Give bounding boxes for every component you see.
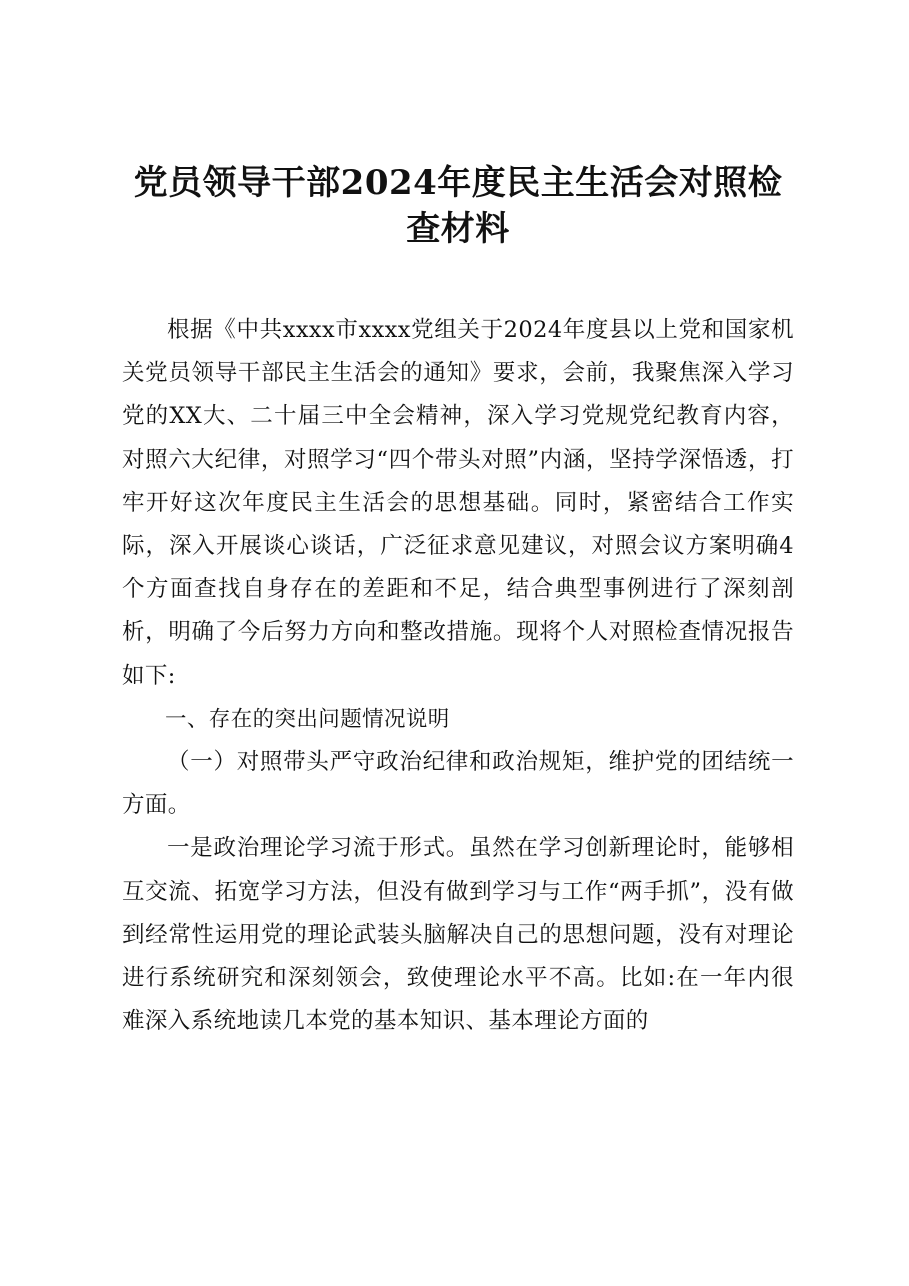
intro-paragraph: 根据《中共xxxx市xxxx党组关于2024年度县以上党和国家机关党员领导干部民主生活会的通知》要求，会前，我聚焦深入学习党的XX大、二十届三中全会精神，深入学习党规党纪教育内容，对照六大纪律，对照学习“四个带头对照”内涵，坚持学深悟透，打牢开好这次年度民主生活会的思想基础。同时，紧密结合工作实际，深入开展谈心谈话，广泛征求意见建议，对照会议方案明确4个方面查找自身存在的差距和不足，结合典型事例进行了深刻剖析，明确了今后努力方向和整改措施。现将个人对照检查情况报告如下: bbox=[122, 317, 794, 689]
document-title: 党员领导干部2024年度民主生活会对照检查材料 bbox=[133, 163, 783, 249]
body-paragraph: 一是政治理论学习流于形式。虽然在学习创新理论时，能够相互交流、拓宽学习方法，但没有做到学习与工作“两手抓”，没有做到经常性运用党的理论武装头脑解决自己的思想问题，没有对理论进行系统研究和深刻领会，致使理论水平不高。比如:在一年内很难深入系统地读几本党的基本知识、基本理论方面的 bbox=[122, 835, 794, 1035]
subsection-heading: （一）对照带头严守政治纪律和政治规矩，维护党的团结统一方面。 bbox=[122, 749, 794, 819]
document-body bbox=[122, 309, 794, 1043]
section-heading: 一、存在的突出问题情况说明 bbox=[165, 706, 450, 732]
